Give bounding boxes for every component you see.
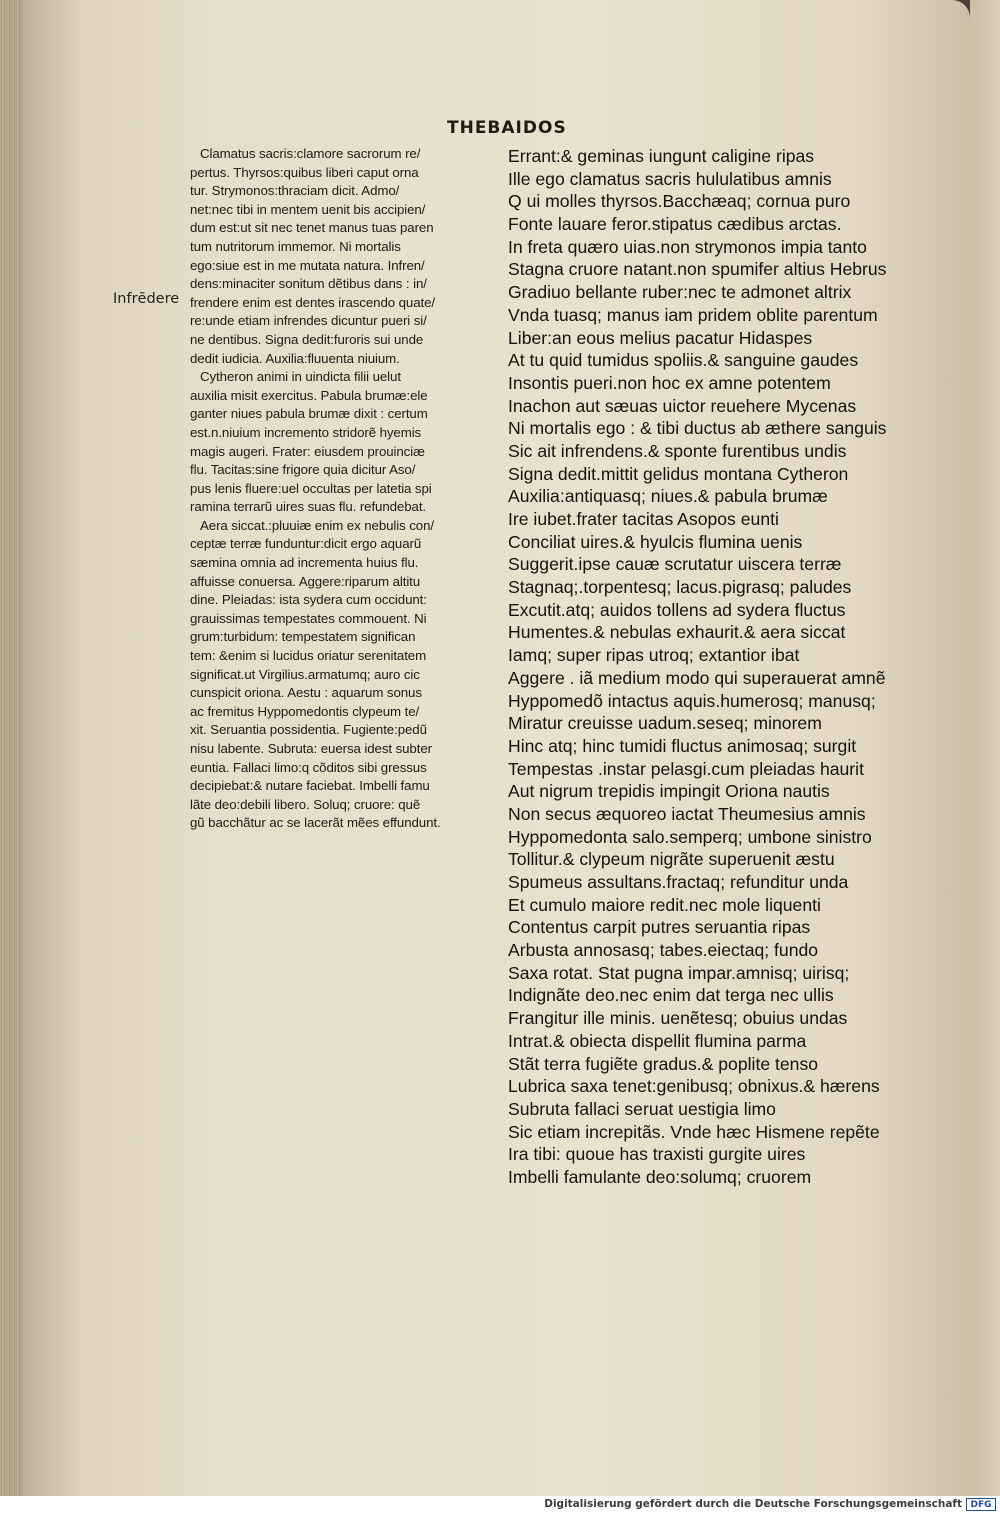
verse-line: Tollitur.& clypeum nigrãte superuenit æstu bbox=[508, 849, 835, 870]
commentary-line: nisu labente. Subruta: euersa idest subter bbox=[190, 741, 432, 756]
commentary-line: decipiebat:& nutare faciebat. Imbelli famu bbox=[190, 778, 430, 794]
verse-line: Hyppomedonta salo.semperq; umbone sinistro bbox=[508, 826, 872, 847]
commentary-column bbox=[190, 145, 500, 833]
verse-line: Ira tibi: quoue has traxisti gurgite uires bbox=[508, 1144, 806, 1165]
verse-line: Frangitur ille minis. uenẽtesq; obuius undas bbox=[508, 1008, 848, 1029]
verse-column bbox=[508, 145, 918, 1189]
verse-line: Insontis pueri.non hoc ex amne potentem bbox=[508, 372, 831, 393]
verse-line: Aut nigrum trepidis impingit Oriona nautis bbox=[508, 781, 830, 802]
verse-line: Errant:& geminas iungunt caligine ripas bbox=[508, 146, 815, 166]
commentary-line: frendere enim est dentes irascendo quate/ bbox=[190, 294, 436, 310]
commentary-line: ego:siue est in me mutata natura. Infren/ bbox=[190, 257, 425, 273]
commentary-line: lãte deo:debili libero. Soluq; cruore: quẽ bbox=[190, 796, 421, 812]
commentary-line: grauissimas tempestates commouent. Ni bbox=[190, 610, 427, 626]
verse-line: Excutit.atq; auidos tollens ad sydera fluctus bbox=[508, 599, 846, 620]
verse-line: Auxilia:antiquasq; niues.& pabula brumæ bbox=[508, 486, 828, 507]
verse-line: Humentes.& nebulas exhaurit.& aera siccat bbox=[508, 622, 846, 643]
commentary-line: significat.ut Virgilius.armatumq; auro cic bbox=[190, 666, 420, 682]
commentary-line: grum:turbidum: tempestatem significan bbox=[190, 629, 416, 645]
commentary-line: Cytheron animi in uindicta filii uelut bbox=[200, 369, 401, 385]
commentary-line: tur. Strymonos:thraciam dicit. Admo/ bbox=[190, 183, 400, 199]
commentary-line: dens:minaciter sonitum dẽtibus dans : in/ bbox=[190, 276, 427, 292]
verse-line: Conciliat uires.& hyulcis flumina uenis bbox=[508, 531, 803, 552]
verse-line: Hyppomedõ intactus aquis.humerosq; manusq; bbox=[508, 690, 876, 711]
verse-line: Ni mortalis ego : & tibi ductus ab æthere sanguis bbox=[508, 418, 887, 439]
funding-credit: Digitalisierung gefördert durch die Deutsche Forschungsgemeinschaft bbox=[544, 1498, 962, 1510]
commentary-line: pertus. Thyrsos:quibus liberi caput orna bbox=[190, 164, 419, 180]
commentary-line: tum nutritorum immemor. Ni mortalis bbox=[190, 238, 401, 254]
commentary-line: xit. Seruantia possidentia. Fugiente:pedũ bbox=[190, 722, 427, 738]
verse-line: Spumeus assultans.fractaq; refunditur unda bbox=[508, 872, 849, 892]
verse-line: Fonte lauare feror.stipatus cædibus arctas. bbox=[508, 214, 842, 235]
commentary-line: net:nec tibi in mentem uenit bis accipien/ bbox=[190, 201, 426, 217]
verse-line: Q ui molles thyrsos.Bacchæaq; cornua puro bbox=[508, 191, 851, 212]
verse-line: Iamq; super ripas utroq; extantior ibat bbox=[508, 645, 800, 666]
verse-line: Saxa rotat. Stat pugna impar.amnisq; uirisq; bbox=[508, 962, 850, 983]
verse-line: Inachon aut sæuas uictor reuehere Mycenas bbox=[508, 395, 857, 416]
verse-line: Gradiuo bellante ruber:nec te admonet altrix bbox=[508, 282, 852, 303]
verse-line: Aggere . iã medium modo qui superauerat amnẽ bbox=[508, 667, 886, 688]
commentary-line: dine. Pleiadas: ista sydera cum occidunt: bbox=[190, 592, 427, 608]
commentary-line: est.n.niuium incremento stridorẽ hyemis bbox=[190, 424, 422, 440]
verse-line: Ille ego clamatus sacris hululatibus amnis bbox=[508, 168, 832, 189]
verse-line: Vnda tuasq; manus iam pridem oblite parentum bbox=[508, 304, 878, 325]
commentary-line: Clamatus sacris:clamore sacrorum re/ bbox=[200, 146, 421, 161]
verse-line: Tempestas .instar pelasgi.cum pleiadas haurit bbox=[508, 758, 864, 779]
verse-line: Non secus æquoreo iactat Theumesius amnis bbox=[508, 803, 866, 824]
commentary-line: flu. Tacitas:sine frigore quia dicitur Aso/ bbox=[190, 462, 416, 478]
verse-line: In freta quæro uias.non strymonos impia tanto bbox=[508, 236, 867, 257]
commentary-line: magis augeri. Frater: eiusdem prouinciæ bbox=[190, 443, 425, 459]
verse-line: Lubrica saxa tenet:genibusq; obnixus.& hærens bbox=[508, 1076, 880, 1097]
verse-line: Stãt terra fugiẽte gradus.& poplite tenso bbox=[508, 1053, 819, 1074]
running-head: THEBAIDOS bbox=[447, 118, 567, 138]
verse-line: Intrat.& obiecta dispellit flumina parma bbox=[508, 1030, 807, 1051]
verse-line: Subruta fallaci seruat uestigia limo bbox=[508, 1098, 776, 1119]
verse-line: Liber:an eous melius pacatur Hidaspes bbox=[508, 327, 813, 348]
commentary-line: dedit iudicia. Auxilia:fluuenta niuium. bbox=[190, 350, 400, 366]
commentary-line: gũ bacchãtur ac se lacerãt mẽes effundunt. bbox=[190, 815, 441, 831]
verse-line: Hinc atq; hinc tumidi fluctus animosaq; surgit bbox=[508, 735, 857, 756]
footer-bar bbox=[0, 1496, 1000, 1513]
commentary-line: ganter niues pabula brumæ dixit : certum bbox=[190, 406, 428, 422]
commentary-line: re:unde etiam infrendes dicuntur pueri si/ bbox=[190, 313, 427, 329]
commentary-line: ramina terrarũ uires suas flu. refundebat. bbox=[190, 499, 427, 515]
commentary-line: ceptæ terræ funduntur:dicit ergo aquarũ bbox=[190, 536, 422, 552]
commentary-line: tem: &enim si lucidus oriatur serenitatem bbox=[190, 648, 427, 664]
dfg-logo-icon: DFG bbox=[966, 1498, 996, 1511]
commentary-line: auxilia misit exercitus. Pabula brumæ:ele bbox=[190, 387, 428, 403]
commentary-line: euntia. Fallaci limo:q cõditos sibi gressus bbox=[190, 759, 427, 775]
verse-line: Suggerit.ipse cauæ scrutatur uiscera terræ bbox=[508, 554, 842, 575]
verse-line: Stagnaq;.torpentesq; lacus.pigrasq; paludes bbox=[508, 577, 852, 598]
verse-line: Miratur creuisse uadum.seseq; minorem bbox=[508, 713, 822, 734]
commentary-line: ne dentibus. Signa dedit:furoris sui unde bbox=[190, 331, 424, 347]
verse-line: At tu quid tumidus spoliis.& sanguine gaudes bbox=[508, 350, 859, 371]
verse-line: Signa dedit.mittit gelidus montana Cytheron bbox=[508, 463, 849, 484]
verse-line: Indignãte deo.nec enim dat terga nec ullis bbox=[508, 985, 834, 1006]
verse-line: Et cumulo maiore redit.nec mole liquenti bbox=[508, 894, 821, 915]
verse-line: Stagna cruore natant.non spumifer altius Hebrus bbox=[508, 259, 887, 280]
marginal-note: Infrẽdere bbox=[113, 291, 180, 307]
page-right-margin bbox=[970, 0, 1000, 1496]
verse-line: Imbelli famulante deo:solumq; cruorem bbox=[508, 1166, 812, 1187]
verse-line: Sic ait infrendens.& sponte furentibus undis bbox=[508, 440, 847, 461]
commentary-line: Aera siccat.:pluuiæ enim ex nebulis con/ bbox=[200, 517, 434, 533]
verse-line: Ire iubet.frater tacitas Asopos eunti bbox=[508, 509, 779, 529]
verse-line: Arbusta annosasq; tabes.eiectaq; fundo bbox=[508, 940, 819, 961]
verse-line: Sic etiam increpitãs. Vnde hæc Hismene repẽte bbox=[508, 1121, 880, 1142]
verse-line: Contentus carpit putres seruantia ripas bbox=[508, 917, 811, 938]
commentary-line: affuisse conuersa. Aggere:riparum altitu bbox=[190, 573, 421, 589]
commentary-line: dum est:ut sit nec tenet manus tuas paren bbox=[190, 220, 434, 236]
commentary-line: cunspicit oriona. Aestu : aquarum sonus bbox=[190, 685, 422, 701]
commentary-line: pus lenis fluere:uel occultas per latetia spi bbox=[190, 480, 432, 496]
commentary-line: ac fremitus Hyppomedontis clypeum te/ bbox=[190, 703, 420, 719]
commentary-line: sæmina omnia ad incrementa huius flu. bbox=[190, 555, 419, 571]
